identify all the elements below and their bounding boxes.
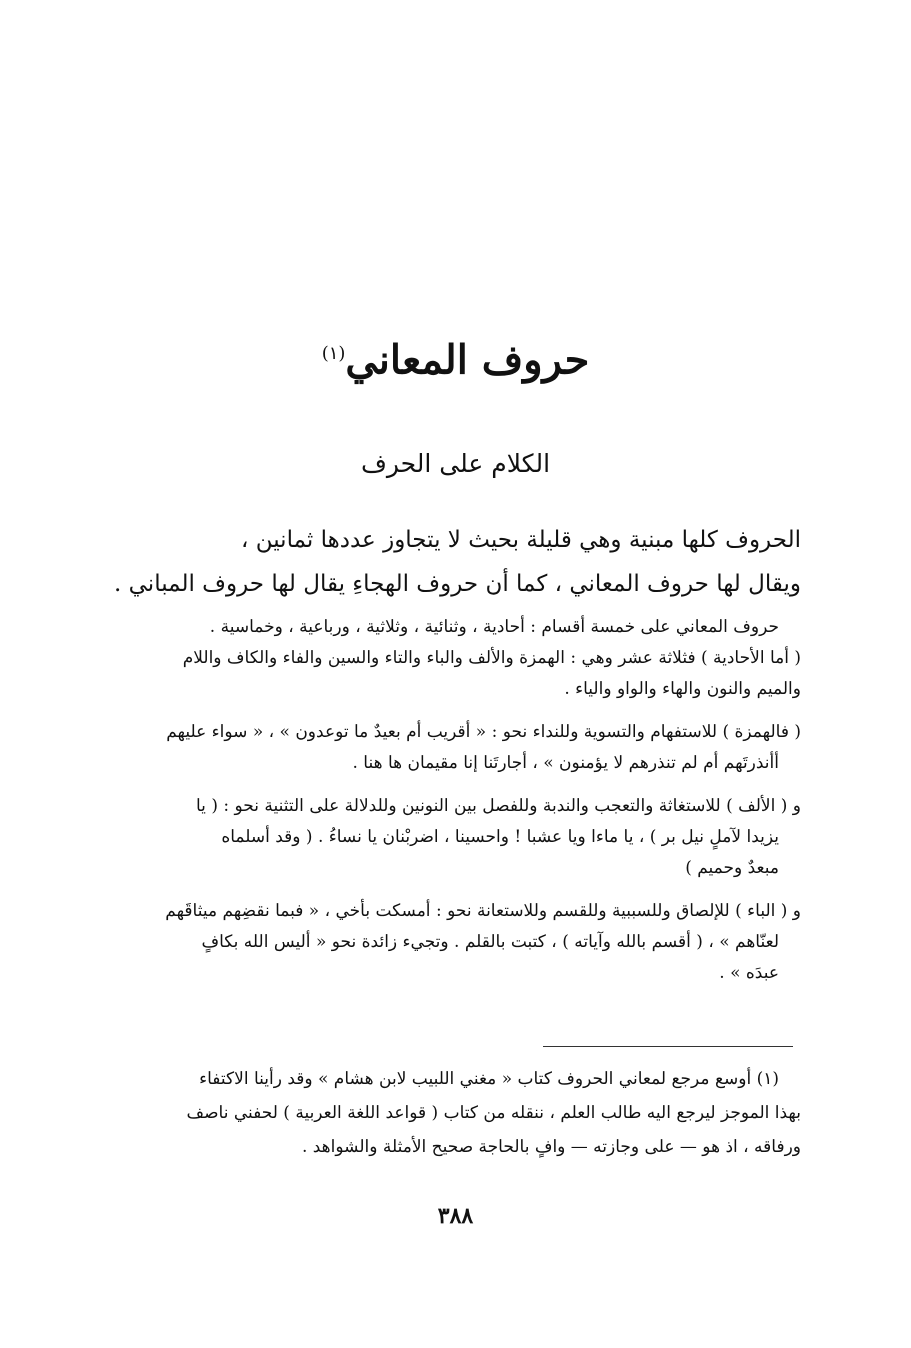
chapter-title-text: حروف المعاني: [345, 336, 590, 384]
text-line: ( أما الأحادية ) فثلاثة عشر وهي : الهمزة والألف والباء والتاء والسين والفاء والكاف واللام: [182, 648, 801, 668]
text-line: أأنذرتَهم أم لم تنذرهم لا يؤمنون » ، أجارتَنا إنا مقيمان ها هنا .: [352, 753, 779, 773]
text-line: والميم والنون والهاء والواو والياء .: [564, 679, 801, 699]
text-line: يزيدا لآملٍ نيل بر ) ، يا ماءا ويا عشبا ! واحسينا ، اضربْنان يا نساءُ . ( وقد أسلماه: [221, 827, 779, 847]
intro-paragraph: [101, 518, 801, 606]
page-number: ٣٨٨: [437, 1203, 474, 1229]
text-line: ( فالهمزة ) للاستفهام والتسوية وللنداء نحو : « أقريب أم بعيدٌ ما توعدون » ، « سواء عليهم: [166, 722, 801, 742]
intro-line: الحروف كلها مبنية وهي قليلة بحيث لا يتجاوز عددها ثمانين ،: [241, 527, 801, 553]
text-line: حروف المعاني على خمسة أقسام : أحادية ، وثنائية ، وثلاثية ، ورباعية ، وخماسية .: [209, 617, 779, 637]
title-footnote-marker: (١): [321, 343, 346, 364]
chapter-title: [0, 326, 911, 388]
body-text: [101, 612, 801, 1001]
text-line: و ( الألف ) للاستغاثة والتعجب والندبة وللفصل بين النونين وللدلالة على التثنية نحو : ( يا: [196, 796, 801, 816]
paragraph-alif: [101, 791, 801, 884]
paragraph-hamza: [101, 717, 801, 779]
footnote-divider: [543, 1046, 793, 1047]
text-line: مبعدٌ وحميم ): [685, 858, 779, 878]
footnote: [101, 1062, 801, 1164]
paragraph-divisions: [101, 612, 801, 705]
footnote-line: بهذا الموجز ليرجع اليه طالب العلم ، ننقله من كتاب ( قواعد اللغة العربية ) لحفني ناصف: [186, 1103, 801, 1123]
footnote-line: (١) أوسع مرجع لمعاني الحروف كتاب « مغني اللبيب لابن هشام » وقد رأينا الاكتفاء: [199, 1069, 779, 1089]
paragraph-ba: [101, 896, 801, 989]
section-heading: الكلام على الحرف: [360, 449, 551, 478]
text-line: و ( الباء ) للإلصاق وللسببية وللقسم وللاستعانة نحو : أمسكت بأخي ، « فبما نقضِهم ميثاقَهم: [165, 901, 801, 921]
intro-line: ويقال لها حروف المعاني ، كما أن حروف الهجاءِ يقال لها حروف المباني .: [114, 571, 801, 597]
text-line: لعنّاهم » ، ( أقسم بالله وآياته ) ، كتبت بالقلم . وتجيء زائدة نحو « أليس الله بكافٍ: [201, 932, 779, 952]
text-line: عبدَه » .: [719, 963, 779, 983]
footnote-line: ورفاقه ، اذ هو — على وجازته — وافٍ بالحاجة صحيح الأمثلة والشواهد .: [301, 1137, 801, 1157]
